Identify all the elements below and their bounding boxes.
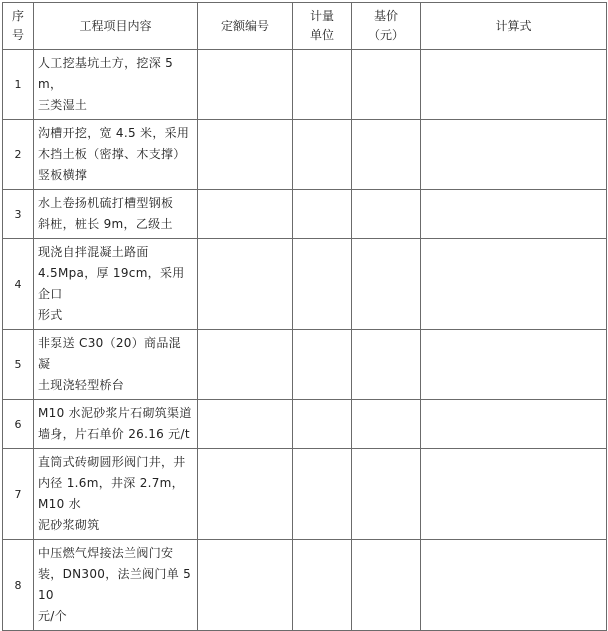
table-row [3, 120, 607, 190]
project-content-line: 三类湿土 [38, 98, 88, 112]
project-content-cell [34, 330, 198, 400]
formula-cell[interactable] [421, 449, 607, 540]
header-unit [293, 3, 352, 50]
row-number: 1 [3, 50, 34, 120]
formula-cell[interactable] [421, 400, 607, 449]
quota-cell[interactable] [198, 400, 293, 449]
row-number: 8 [3, 540, 34, 631]
table-row [3, 540, 607, 631]
price-cell[interactable] [352, 330, 421, 400]
header-no-line: 号 [11, 28, 24, 42]
header-unit-line: 单位 [309, 28, 334, 42]
table-row [3, 190, 607, 239]
price-cell[interactable] [352, 50, 421, 120]
quota-table [2, 2, 607, 631]
project-content-cell [34, 120, 198, 190]
unit-cell[interactable] [293, 239, 352, 330]
row-number: 7 [3, 449, 34, 540]
project-content-cell [34, 449, 198, 540]
project-content-line: 4.5Mpa，厚 19cm，采用企口 [38, 266, 185, 301]
row-number: 5 [3, 330, 34, 400]
table-row [3, 449, 607, 540]
project-content-cell [34, 190, 198, 239]
project-content-line: 人工挖基坑土方，挖深 5m， [38, 56, 174, 91]
project-content-line: 非泵送 C30（20）商品混凝 [38, 336, 181, 371]
project-content-line: 中压燃气焊接法兰阀门安 [38, 546, 174, 560]
price-cell[interactable] [352, 120, 421, 190]
project-content-line: 竖板横撑 [38, 168, 88, 182]
header-content: 工程项目内容 [34, 3, 198, 50]
row-number: 6 [3, 400, 34, 449]
quota-cell[interactable] [198, 190, 293, 239]
formula-cell[interactable] [421, 330, 607, 400]
formula-cell[interactable] [421, 50, 607, 120]
table-row [3, 330, 607, 400]
row-number: 4 [3, 239, 34, 330]
project-content-line: 水上卷扬机硫打槽型钢板 [38, 196, 174, 210]
price-cell[interactable] [352, 239, 421, 330]
header-formula: 计算式 [421, 3, 607, 50]
project-content-line: 墙身，片石单价 26.16 元/t [38, 427, 190, 441]
row-number: 2 [3, 120, 34, 190]
project-content-line: 内径 1.6m，井深 2.7m，M10 水 [38, 476, 184, 511]
table-row [3, 239, 607, 330]
quota-cell[interactable] [198, 120, 293, 190]
formula-cell[interactable] [421, 239, 607, 330]
project-content-line: 沟槽开挖，宽 4.5 米，采用 [38, 126, 190, 140]
project-content-line: 斜桩，桩长 9m，乙级土 [38, 217, 173, 231]
unit-cell[interactable] [293, 400, 352, 449]
header-price-line: 基价 [373, 9, 398, 23]
quota-cell[interactable] [198, 449, 293, 540]
price-cell[interactable] [352, 540, 421, 631]
price-cell[interactable] [352, 400, 421, 449]
table-row [3, 400, 607, 449]
project-content-line: 泥砂浆砌筑 [38, 518, 100, 532]
header-no-line: 序 [11, 9, 24, 23]
price-cell[interactable] [352, 449, 421, 540]
quota-cell[interactable] [198, 540, 293, 631]
unit-cell[interactable] [293, 449, 352, 540]
header-quota: 定额编号 [198, 3, 293, 50]
project-content-line: 直筒式砖砌圆形阀门井，井 [38, 455, 186, 469]
project-content-cell [34, 50, 198, 120]
formula-cell[interactable] [421, 540, 607, 631]
project-content-cell [34, 239, 198, 330]
quota-cell[interactable] [198, 50, 293, 120]
project-content-line: M10 水泥砂浆片石砌筑渠道 [38, 406, 192, 420]
header-no [3, 3, 34, 50]
project-content-cell [34, 400, 198, 449]
unit-cell[interactable] [293, 190, 352, 239]
formula-cell[interactable] [421, 120, 607, 190]
unit-cell[interactable] [293, 120, 352, 190]
price-cell[interactable] [352, 190, 421, 239]
header-row [3, 3, 607, 50]
project-content-line: 形式 [38, 308, 63, 322]
quota-cell[interactable] [198, 330, 293, 400]
header-price [352, 3, 421, 50]
header-unit-line: 计量 [309, 9, 334, 23]
formula-cell[interactable] [421, 190, 607, 239]
quota-cell[interactable] [198, 239, 293, 330]
project-content-line: 土现浇轻型桥台 [38, 378, 125, 392]
project-content-cell [34, 540, 198, 631]
header-price-line: （元） [367, 28, 404, 42]
row-number: 3 [3, 190, 34, 239]
project-content-line: 元/个 [38, 609, 67, 623]
table-row [3, 50, 607, 120]
unit-cell[interactable] [293, 330, 352, 400]
table-body [3, 50, 607, 631]
project-content-line: 装，DN300，法兰阀门单 510 [38, 567, 192, 602]
project-content-line: 木挡土板（密撑、木支撑） [38, 147, 186, 161]
unit-cell[interactable] [293, 540, 352, 631]
project-content-line: 现浇自拌混凝土路面 [38, 245, 149, 259]
unit-cell[interactable] [293, 50, 352, 120]
